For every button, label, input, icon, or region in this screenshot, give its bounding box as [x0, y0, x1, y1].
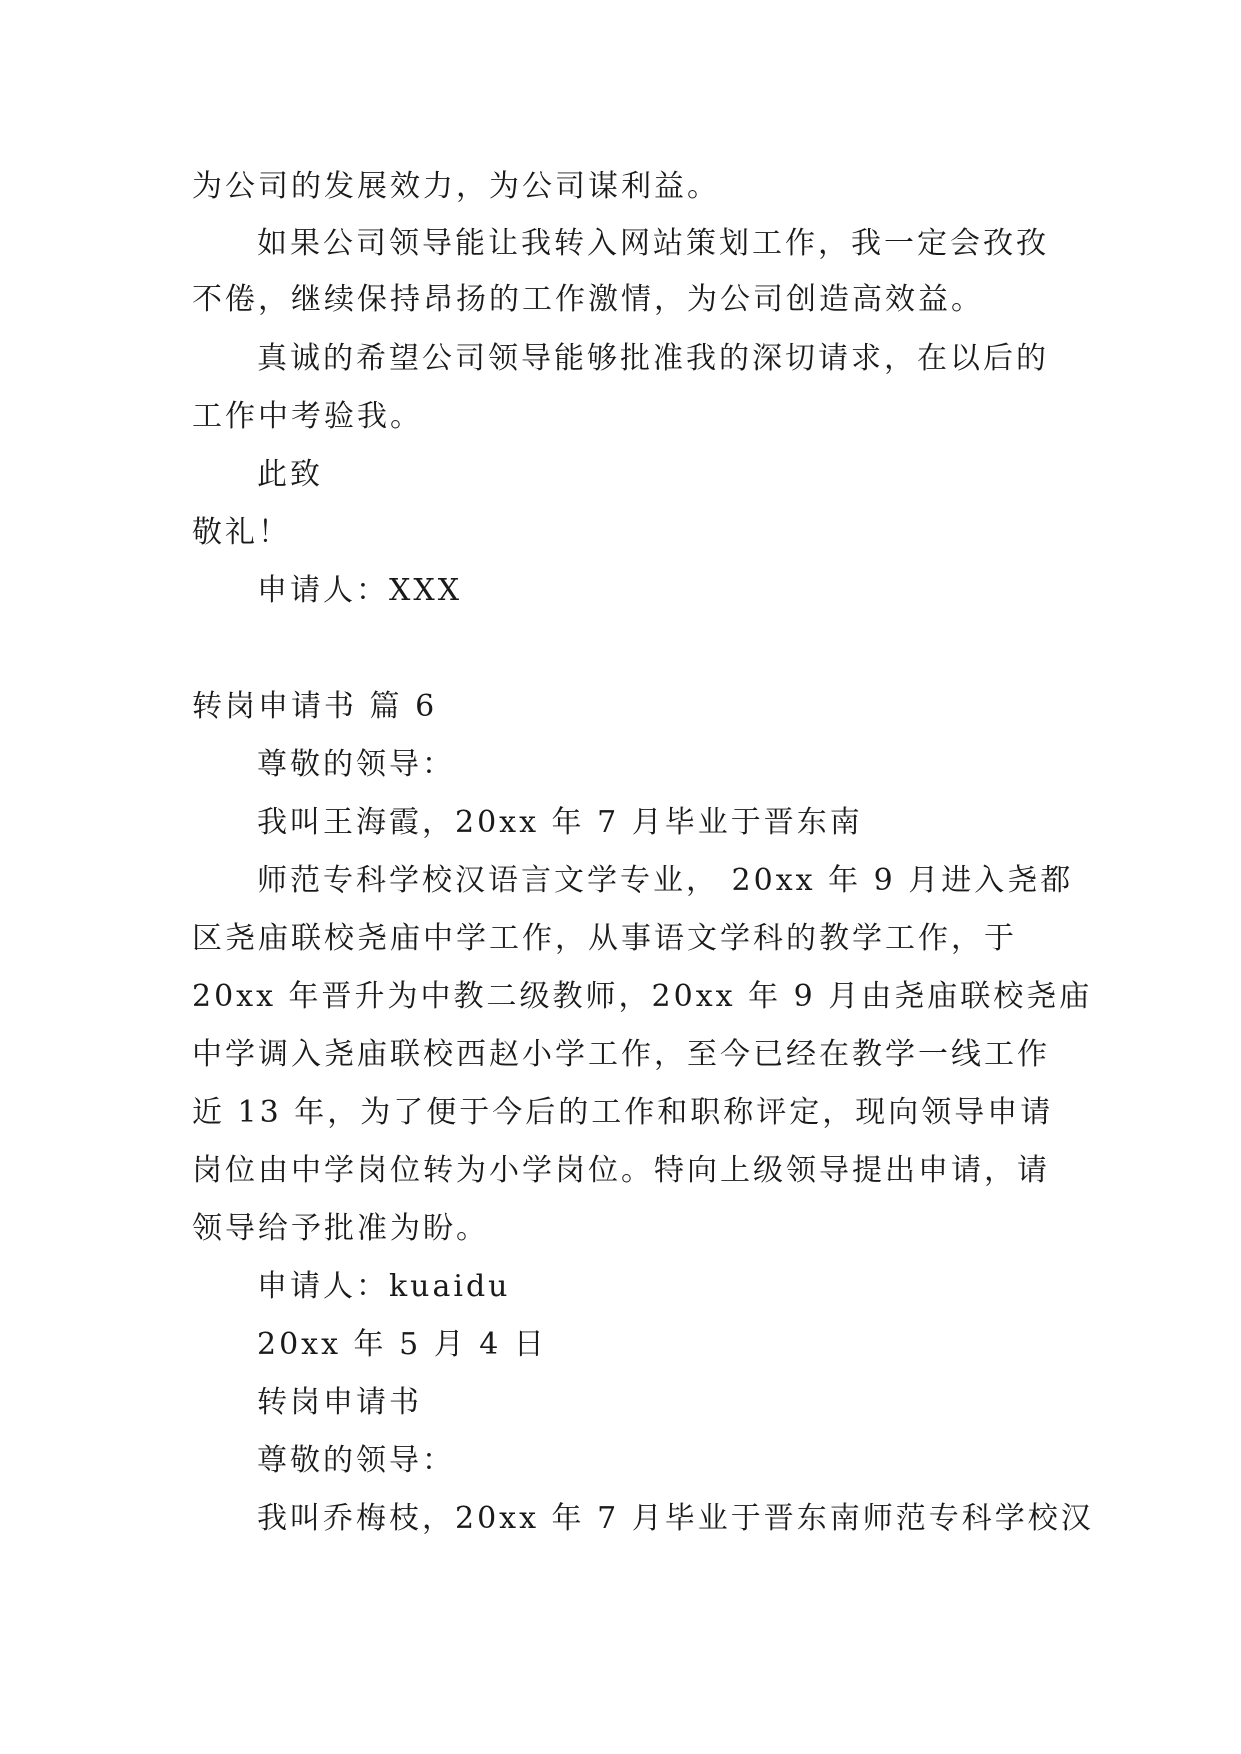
greeting-line: 尊敬的领导：	[257, 747, 455, 782]
text-line: 真诚的希望公司领导能够批准我的深切请求，在以后的	[257, 341, 1049, 376]
salutation-line: 敬礼！	[192, 515, 291, 550]
text-line: 领导给予批准为盼。	[192, 1211, 489, 1246]
text-line: 近 13 年，为了便于今后的工作和职称评定，现向领导申请	[192, 1095, 1054, 1130]
applicant-line: 申请人：kuaidu	[257, 1269, 511, 1304]
closing-line: 此致	[257, 457, 323, 492]
date-line: 20xx 年 5 月 4 日	[257, 1327, 547, 1362]
section-title: 转岗申请书 篇 6	[192, 689, 438, 724]
text-line: 师范专科学校汉语言文学专业， 20xx 年 9 月进入尧都	[257, 863, 1074, 898]
text-line: 工作中考验我。	[192, 399, 423, 434]
text-line: 岗位由中学岗位转为小学岗位。特向上级领导提出申请，请	[192, 1153, 1050, 1188]
text-line: 我叫王海霞，20xx 年 7 月毕业于晋东南	[257, 805, 863, 840]
text-line: 如果公司领导能让我转入网站策划工作，我一定会孜孜	[257, 226, 1049, 261]
text-line: 区尧庙联校尧庙中学工作，从事语文学科的教学工作，于	[192, 921, 1017, 956]
text-line: 我叫乔梅枝，20xx 年 7 月毕业于晋东南师范专科学校汉	[257, 1501, 1094, 1536]
applicant-line: 申请人：XXX	[257, 573, 463, 608]
text-line: 为公司的发展效力，为公司谋利益。	[192, 169, 720, 204]
text-line: 中学调入尧庙联校西赵小学工作，至今已经在教学一线工作	[192, 1037, 1050, 1072]
text-line: 20xx 年晋升为中教二级教师，20xx 年 9 月由尧庙联校尧庙	[192, 979, 1093, 1014]
text-line: 不倦，继续保持昂扬的工作激情，为公司创造高效益。	[192, 282, 984, 317]
section-title: 转岗申请书	[257, 1385, 422, 1420]
greeting-line: 尊敬的领导：	[257, 1443, 455, 1478]
